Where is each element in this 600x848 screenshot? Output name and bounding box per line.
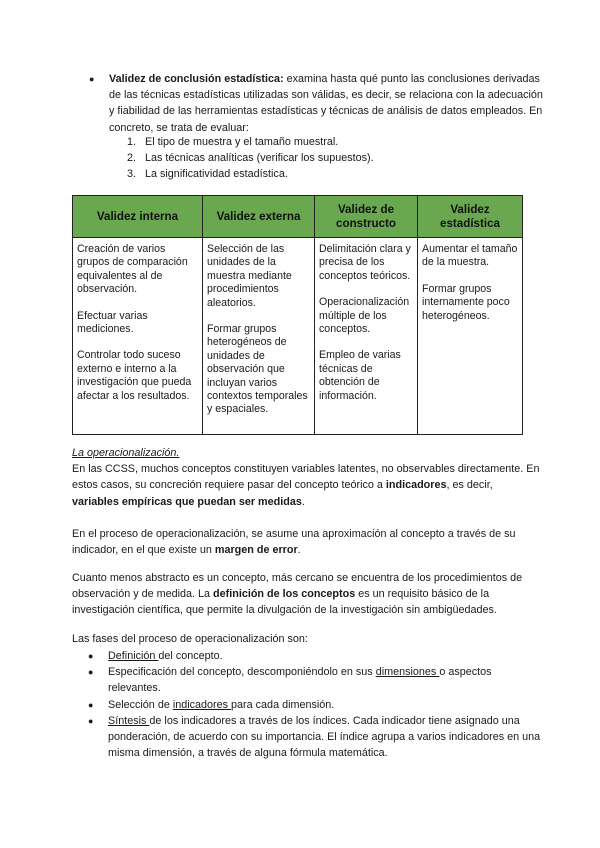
paragraph-margin-of-error: En el proceso de operacionalización, se asume una aproximación al concepto a través de su indicador, en el que existe un margen de error. <box>72 528 516 557</box>
phases-list <box>72 648 542 761</box>
section-heading: La operacionalización. <box>72 447 180 459</box>
intro-description: examina hasta qué punto las conclusiones derivadas de las técnicas estadísticas utilizadas son válidas, es decir, se relaciona con la adecuación y fiabilidad de las herramientas estadísticas y técnicas de análisis de datos empleados. En concreto, se trata de evaluar: <box>109 73 543 134</box>
phases-intro: Las fases del proceso de operacionalización son: <box>72 633 308 645</box>
operationalization-intro <box>72 445 542 510</box>
list-item: ● Definición del concepto. <box>72 648 542 664</box>
list-item: 3. La significatividad estadística. <box>127 168 288 181</box>
bullet-dot-icon: ● <box>88 715 94 726</box>
header-construct-validity: Validez de constructo <box>315 196 418 238</box>
list-item: ● Selección de indicadores para cada dimensión. <box>72 697 542 713</box>
bullet-dot-icon: ● <box>88 667 94 678</box>
cell-construct-validity: Delimitación clara y precisa de los conceptos teóricos. Operacionalización múltiple de los conceptos. Empleo de varias técnicas de obtención de información. <box>315 238 418 435</box>
table-row <box>73 238 523 435</box>
header-statistical-validity: Validez estadística <box>418 196 523 238</box>
intro-bullet-text <box>109 71 543 136</box>
list-item: 2. Las técnicas analíticas (verificar los supuestos). <box>127 152 374 165</box>
list-item: ● Especificación del concepto, descomponiéndolo en sus dimensiones o aspectos relevantes. <box>88 666 492 695</box>
header-internal-validity: Validez interna <box>73 196 203 238</box>
paragraph: En las CCSS, muchos conceptos constituyen variables latentes, no observables directamente. En estos casos, su concreción requiere pasar del concepto teórico a indicadores, es decir, variables empíricas que puedan ser medidas. <box>72 463 540 508</box>
cell-statistical-validity: Aumentar el tamaño de la muestra. Formar grupos internamente poco heterogéneos. <box>418 238 523 435</box>
paragraph-concept-definition: Cuanto menos abstracto es un concepto, más cercano se encuentra de los procedimientos de observación y de medida. La definición de los conceptos es un requisito básico de la investigación científica, que permite la divulgación de la investigación sin ambigüedades. <box>72 572 523 617</box>
list-item: ● Síntesis de los indicadores a través de los índices. Cada indicador tiene asignado una ponderación, de acuerdo con su importancia. El índice agrupa a varios indicadores en una misma dimensión, a través de alguna fórmula matemática. <box>88 714 541 760</box>
bullet-dot-icon: ● <box>88 651 94 661</box>
intro-term: Validez de conclusión estadística: <box>109 73 284 85</box>
intro-bullet <box>73 71 543 136</box>
bullet-dot-icon: ● <box>88 699 94 710</box>
table-header-row <box>73 196 523 238</box>
bullet-dot-icon: ● <box>89 74 95 84</box>
list-item: 1. El tipo de muestra y el tamaño muestral. <box>127 136 339 148</box>
validity-table <box>72 195 523 435</box>
evaluation-list <box>127 134 374 183</box>
cell-external-validity: Selección de las unidades de la muestra mediante procedimientos aleatorios. Formar grupos heterogéneos de unidades de observación que incluyan varios contextos temporales y espaciales. <box>203 238 315 435</box>
cell-internal-validity: Creación de varios grupos de comparación equivalentes al de observación. Efectuar varias mediciones. Controlar todo suceso externo e interno a la investigación que pueda afectar a los resultados. <box>73 238 203 435</box>
header-external-validity: Validez externa <box>203 196 315 238</box>
